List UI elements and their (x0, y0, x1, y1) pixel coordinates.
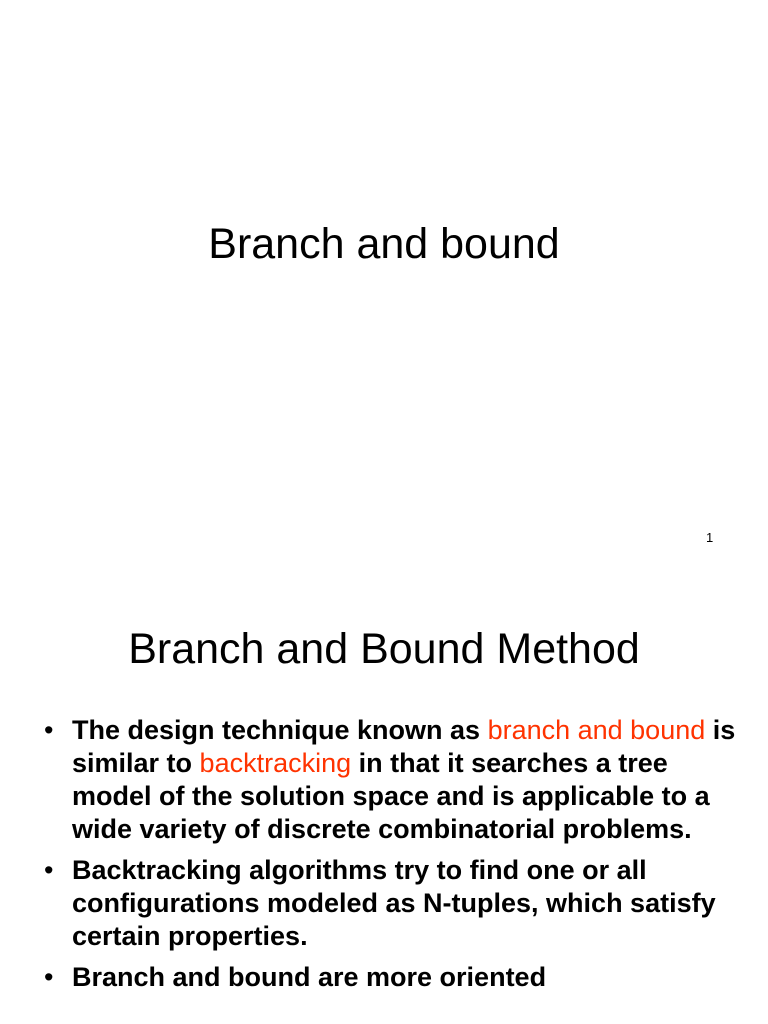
slide-content (0, 576, 768, 1024)
highlight-term: backtracking (199, 748, 352, 778)
bullet-text: Branch and bound are more oriented (72, 962, 547, 992)
page-number: 1 (706, 530, 714, 545)
slide-title-heading: Branch and bound (208, 220, 560, 268)
bullet-icon: • (44, 715, 54, 745)
bullet-item (44, 854, 744, 953)
bullet-item (44, 961, 744, 994)
bullet-list (44, 714, 744, 1002)
highlight-term: branch and bound (487, 715, 706, 745)
bullet-text: in that it searches a tree model of the solution space and is applicable to a wide variety of discrete combinatorial problems. (72, 748, 710, 844)
bullet-text: Backtracking algorithms try to find one or all configurations modeled as N-tuples, which satisfy certain properties. (72, 855, 716, 951)
slide-content-heading: Branch and Bound Method (128, 625, 640, 673)
bullet-icon: • (44, 962, 54, 992)
bullet-text: The design technique known as (72, 715, 488, 745)
bullet-icon: • (44, 855, 54, 885)
bullet-item (44, 714, 744, 846)
bullet-text: is similar to (72, 715, 736, 778)
